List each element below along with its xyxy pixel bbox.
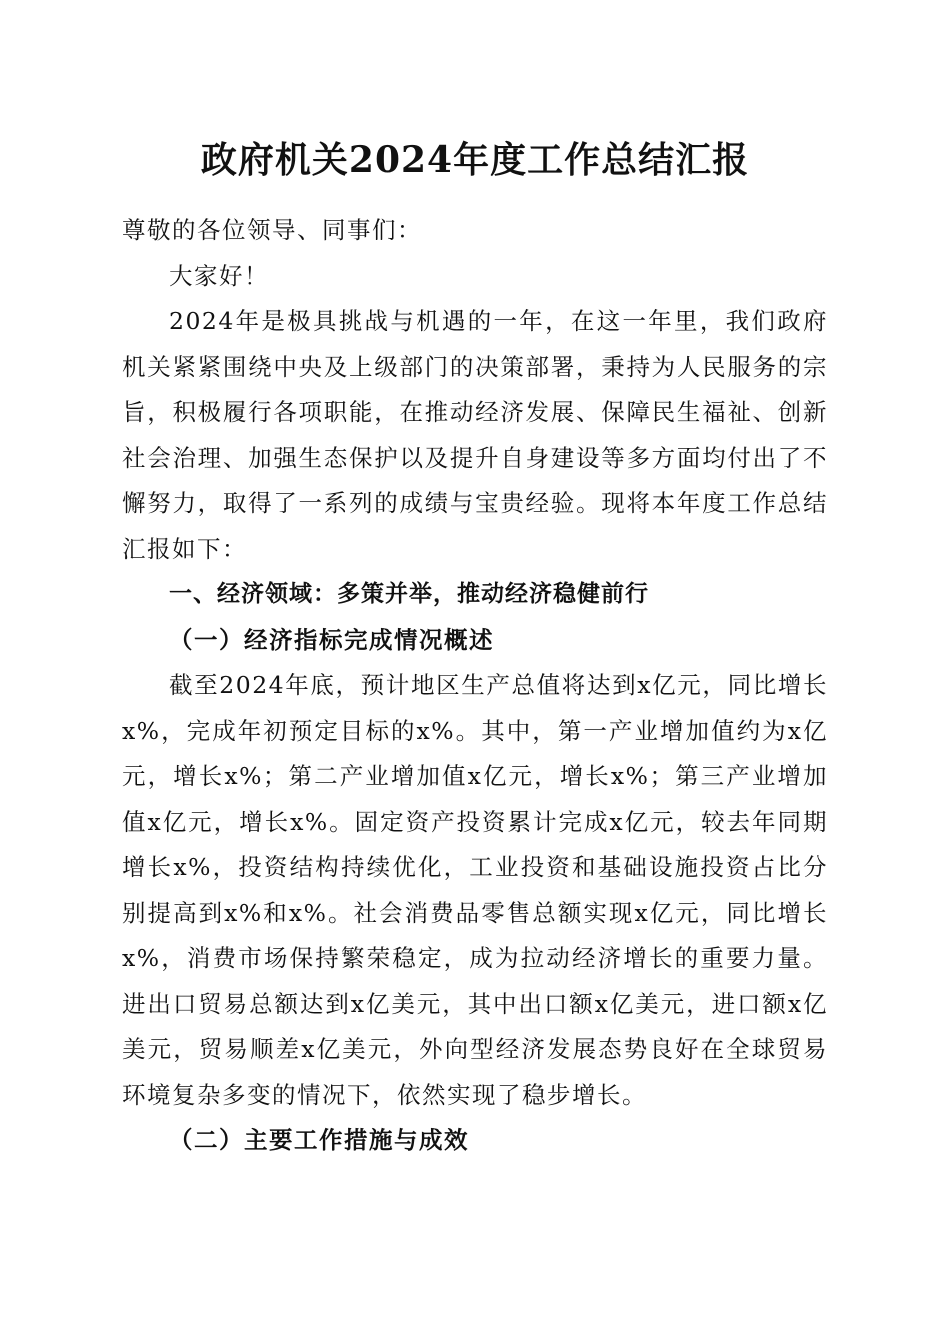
- subsection-heading-indicators: （一）经济指标完成情况概述: [169, 625, 494, 654]
- salutation: 尊敬的各位领导、同事们：: [122, 216, 422, 244]
- greeting: 大家好！: [169, 261, 269, 290]
- document-body: [122, 208, 828, 1164]
- intro-paragraph: 2024年是极具挑战与机遇的一年，在这一年里，我们政府机关紧紧围绕中央及上级部门的决策部署，秉持为人民服务的宗旨，积极履行各项职能，在推动经济发展、保障民生福祉、创新社会治理、加强生态保护以及提升自身建设等多方面均付出了不懈努力，取得了一系列的成绩与宝贵经验。现将本年度工作总结汇报如下：: [122, 307, 828, 563]
- subsection-heading-measures: （二）主要工作措施与成效: [169, 1126, 469, 1154]
- section-heading-economy: 一、经济领域：多策并举，推动经济稳健前行: [169, 581, 649, 607]
- indicators-paragraph: 截至2024年底，预计地区生产总值将达到x亿元，同比增长x%，完成年初预定目标的x%。其中，第一产业增加值约为x亿元，增长x%；第二产业增加值x亿元，增长x%；第三产业增加值x亿元，增长x%。固定资产投资累计完成x亿元，较去年同期增长x%，投资结构持续优化，工业投资和基础设施投资占比分别提高到x%和x%。社会消费品零售总额实现x亿元，同比增长x%，消费市场保持繁荣稳定，成为拉动经济增长的重要力量。进出口贸易总额达到x亿美元，其中出口额x亿美元，进口额x亿美元，贸易顺差x亿美元，外向型经济发展态势良好在全球贸易环境复杂多变的情况下，依然实现了稳步增长。: [122, 671, 828, 1109]
- document-title: 政府机关2024年度工作总结汇报: [200, 139, 750, 181]
